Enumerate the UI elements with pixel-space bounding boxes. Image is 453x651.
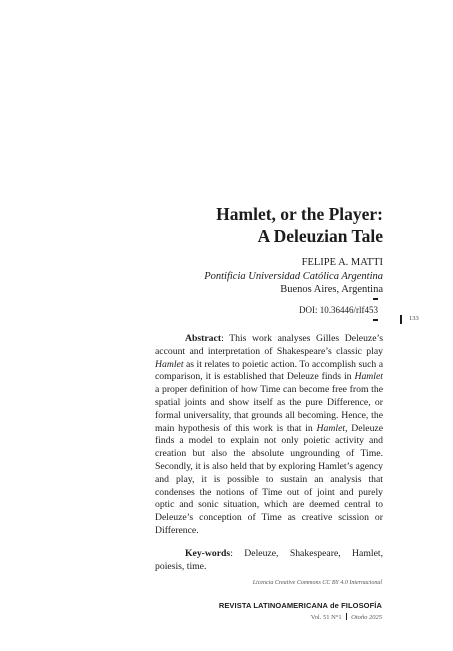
issue-separator	[346, 613, 348, 620]
abstract-label: Abstract	[185, 333, 222, 344]
journal-volume: Vol. 51 N°1	[310, 614, 342, 621]
doi-link[interactable]: DOI: 10.36446/rlf453	[299, 305, 378, 315]
title-line-2: A Deleuzian Tale	[257, 226, 383, 246]
author-name: FELIPE A. MATTI	[301, 257, 383, 268]
journal-issue	[311, 613, 382, 621]
doi-top-rule	[373, 298, 378, 300]
doi-bottom-rule	[373, 319, 378, 321]
author-block	[204, 256, 383, 297]
author-affiliation: Pontificia Universidad Católica Argentina	[204, 270, 383, 282]
abstract-text-4: , Deleuze finds a model to explain not only poietic activity and creation but also the absolute ungrounding of Time. Secondly, it is also held that by exploring Hamlet’s agency and play, it is possible to sustain an analysis that condenses the notions of Time out of joint and purely optic and sonic situation, which are deemed central to Deleuze’s conception of Time as creative scission or Difference.	[155, 422, 384, 536]
abstract-text-2: as it relates to poietic action. To accomplish such a comparison, it is established that Deleuze finds in	[155, 358, 383, 383]
abstract-hamlet-2: Hamlet	[354, 371, 383, 383]
keywords-text: : Deleuze, Shakespeare, Hamlet, poiesis, time.	[155, 548, 383, 572]
journal-season: Otoño 2025	[351, 614, 382, 621]
author-location: Buenos Aires, Argentina	[280, 284, 383, 295]
keywords	[155, 547, 383, 573]
page-marker	[400, 315, 402, 324]
title-line-1: Hamlet, or the Player:	[216, 204, 383, 224]
abstract-hamlet-1: Hamlet	[155, 358, 184, 370]
abstract	[155, 333, 383, 538]
article-title	[216, 203, 383, 247]
keywords-label: Key-words	[185, 548, 231, 559]
page-number: 133	[409, 315, 419, 322]
abstract-text-1: : This work analyses Gilles Deleuze’s account and interpretation of Shakespeare’s classic play	[155, 333, 383, 357]
abstract-hamlet-3: Hamlet	[316, 422, 346, 434]
license-note: Licencia Creative Commons CC BY 4.0 Internacional	[252, 580, 382, 586]
abstract-text-3: a proper definition of how Time can become free from the spatial joints and show itself as the pure Difference, or formal universality, that grounds all becoming. Hence, the main hypothesis of this work is that in	[155, 384, 383, 434]
journal-name: REVISTA LATINOAMERICANA de FILOSOFÍA	[218, 601, 382, 610]
